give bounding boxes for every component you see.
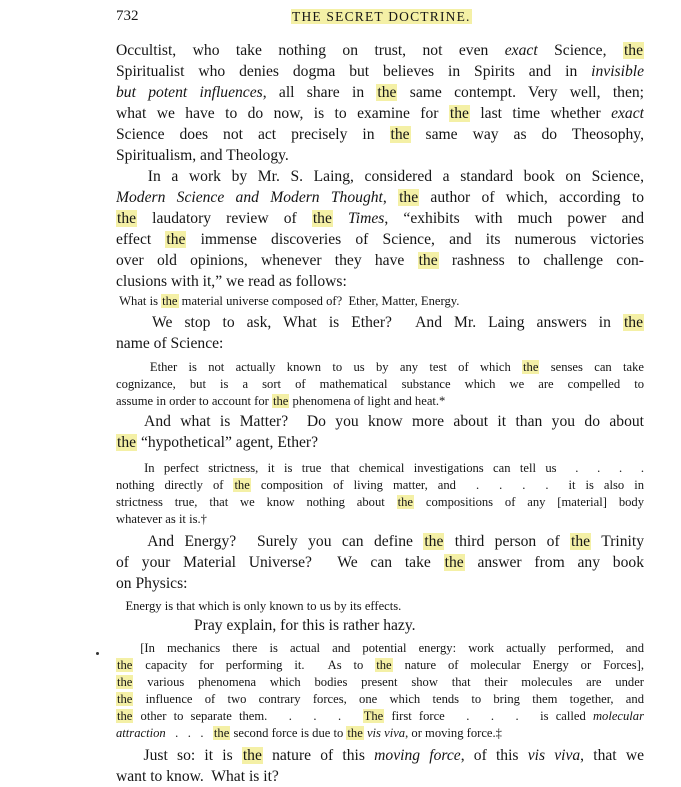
running-header: [116, 8, 646, 30]
text-line: over old opinions, whenever they have the rashness to challenge con-: [116, 252, 644, 269]
text-line: nothing directly of the composition of living matter, and . . . . it is also in: [116, 478, 644, 492]
text-line: the influence of two contrary forces, one which tends to bring them together, and: [117, 692, 644, 706]
text-line: whatever as it is.†: [116, 512, 207, 526]
text-line: Modern Science and Modern Thought, the author of which, according to: [116, 189, 644, 206]
text-line: Spiritualism, and Theology.: [116, 147, 289, 164]
text-line: Science does not act precisely in the same way as do Theosophy,: [116, 126, 644, 143]
text-line: want to know. What is it?: [116, 768, 279, 785]
text-line: Pray explain, for this is rather hazy.: [116, 617, 416, 634]
text-line: attraction . . . the second force is due to the vis viva, or moving force.‡: [116, 726, 502, 740]
text-line: In a work by Mr. S. Laing, considered a standard book on Science,: [116, 168, 644, 185]
text-line: effect the immense discoveries of Science, and its numerous victories: [116, 231, 644, 248]
text-line: cognizance, but is a sort of mathematical substance which we are compelled to: [116, 377, 644, 391]
margin-mark: [96, 652, 99, 655]
text-line: strictness true, that we know nothing about the compositions of any [material] body: [116, 495, 644, 509]
text-line: What is the material universe composed of? Ether, Matter, Energy.: [116, 294, 460, 308]
text-line: the various phenomena which bodies present show that their molecules are under: [117, 675, 644, 689]
text-line: And Energy? Surely you can define the third person of the Trinity: [116, 533, 644, 550]
text-line: We stop to ask, What is Ether? And Mr. Laing answers in the: [116, 314, 643, 331]
text-line: clusions with it,” we read as follows:: [116, 273, 347, 290]
text-line: on Physics:: [116, 575, 188, 592]
page-number: 732: [116, 8, 139, 24]
text-line: but potent influences, all share in the same contempt. Very well, then;: [116, 84, 644, 101]
text-line: the other to separate them. . . . The first force . . . is called molecular: [117, 709, 644, 723]
text-line: Occultist, who take nothing on trust, not even exact Science, the: [116, 42, 643, 59]
text-line: name of Science:: [116, 335, 224, 352]
text-line: Energy is that which is only known to us by its effects.: [116, 599, 402, 613]
text-line: the capacity for performing it. As to the nature of molecular Energy or Forces],: [117, 658, 644, 672]
text-line: assume in order to account for the phenomena of light and heat.*: [116, 394, 446, 408]
running-title: THE SECRET DOCTRINE.: [292, 9, 471, 24]
text-line: In perfect strictness, it is true that chemical investigations can tell us . . . .: [116, 461, 644, 475]
text-line: Ether is not actually known to us by any test of which the senses can take: [116, 360, 644, 374]
text-line: Just so: it is the nature of this moving force, of this vis viva, that we: [116, 747, 644, 764]
text-line: [In mechanics there is actual and potential energy: work actually performed, and: [116, 641, 644, 655]
text-line: Spiritualist who denies dogma but believes in Spirits and in invisible: [116, 63, 644, 80]
text-line: what we have to do now, is to examine for the last time whether exact: [116, 105, 644, 122]
text-line: the laudatory review of the Times, “exhibits with much power and: [117, 210, 644, 227]
text-line: of your Material Universe? We can take the answer from any book: [116, 554, 644, 571]
text-line: And what is Matter? Do you know more about it than you do about: [116, 413, 644, 430]
text-line: the “hypothetical” agent, Ether?: [117, 434, 319, 451]
